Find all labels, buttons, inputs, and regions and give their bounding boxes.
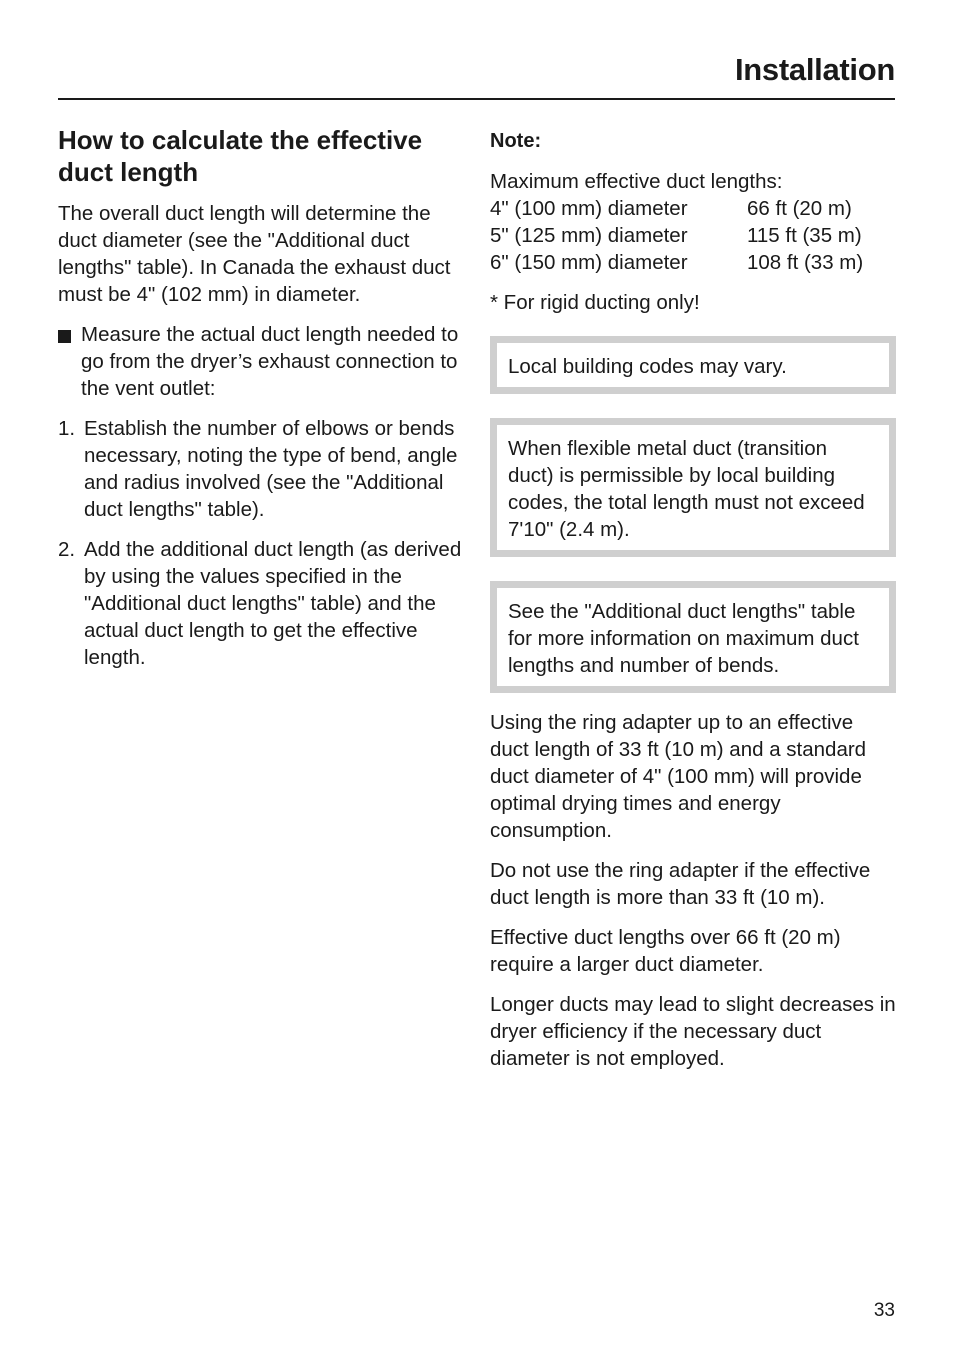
- table-row: [490, 249, 863, 276]
- lengths-intro: Maximum effective duct lengths:: [490, 170, 783, 193]
- diameter-cell: 4" (100 mm) diameter: [490, 197, 688, 220]
- bullet-text: Measure the actual duct length needed to go from the dryer’s exhaust connection to the vent outlet:: [81, 323, 459, 400]
- info-box-text: See the "Additional duct lengths" table for more information on maximum duct lengths and number of bends.: [497, 588, 889, 686]
- info-box-flexible-duct: [490, 418, 896, 557]
- body-paragraph: Using the ring adapter up to an effective duct length of 33 ft (10 m) and a standard duct diameter of 4" (100 mm) will provide optimal drying times and energy consumption.: [490, 711, 867, 842]
- table-row: [490, 222, 863, 249]
- section-heading: How to calculate the effective duct length: [58, 125, 423, 187]
- page-title: Installation: [734, 52, 895, 87]
- length-cell: 108 ft (33 m): [747, 251, 864, 274]
- right-column: [490, 128, 896, 1085]
- info-box-see-table: [490, 581, 896, 693]
- step-text: Establish the number of elbows or bends necessary, noting the type of bend, angle and radius involved (see the "Additional duct lengths" table).: [84, 417, 458, 521]
- bullet-item: [58, 321, 470, 402]
- body-paragraph: Longer ducts may lead to slight decreases in dryer efficiency if the necessary duct diameter is not employed.: [490, 993, 896, 1070]
- step-number: 2.: [58, 538, 76, 561]
- length-cell: 115 ft (35 m): [747, 224, 862, 247]
- step-text: Add the additional duct length (as derived by using the values specified in the "Additional duct lengths" table) and the actual duct length to get the effective length.: [84, 538, 462, 669]
- square-bullet-icon: [58, 330, 71, 343]
- step-item: [58, 536, 470, 671]
- duct-lengths-table: [490, 195, 863, 276]
- step-number: 1.: [58, 417, 76, 440]
- info-box-building-codes: [490, 336, 896, 394]
- diameter-cell: 6" (150 mm) diameter: [490, 251, 688, 274]
- length-cell: 66 ft (20 m): [747, 197, 852, 220]
- note-label: Note:: [490, 130, 542, 152]
- footnote: * For rigid ducting only!: [490, 291, 700, 314]
- diameter-cell: 5" (125 mm) diameter: [490, 224, 688, 247]
- left-column: [58, 124, 470, 684]
- body-paragraph: Effective duct lengths over 66 ft (20 m) require a larger duct diameter.: [490, 926, 841, 976]
- intro-paragraph: The overall duct length will determine the duct diameter (see the "Additional duct lengths" table). In Canada the exhaust duct must be 4" (102 mm) in diameter.: [58, 202, 451, 306]
- body-paragraph: Do not use the ring adapter if the effective duct length is more than 33 ft (10 m).: [490, 859, 871, 909]
- header-divider: [58, 98, 895, 100]
- page-number: 33: [873, 1300, 895, 1321]
- step-item: [58, 415, 470, 523]
- info-box-text: When flexible metal duct (transition duct) is permissible by local building codes, the total length must not exceed 7'10" (2.4 m).: [497, 425, 889, 550]
- table-row: [490, 195, 863, 222]
- info-box-text: Local building codes may vary.: [497, 343, 889, 387]
